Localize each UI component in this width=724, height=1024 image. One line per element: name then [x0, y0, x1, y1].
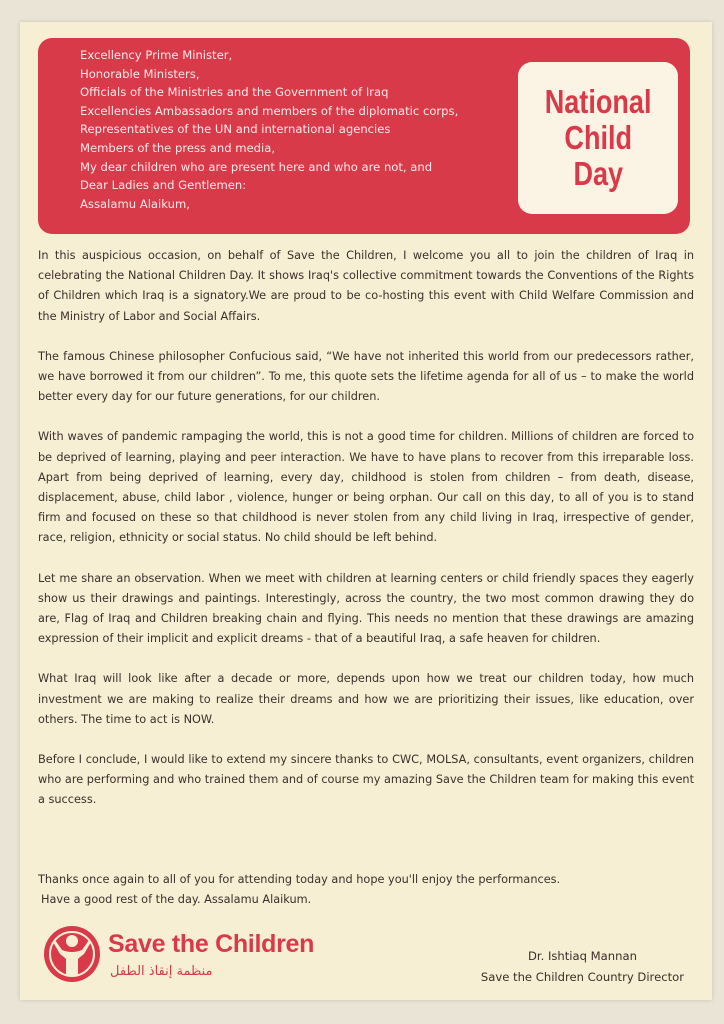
closing-line: Have a good rest of the day. Assalamu Alaikum. — [41, 893, 312, 906]
body-paragraph: The famous Chinese philosopher Confucious said, “We have not inherited this world from our predecessors rather, we have borrowed it from our children”. To me, this quote sets the lifetime agenda for all of us – to make the world better every day for our future generations, for our children. — [38, 349, 694, 404]
body-paragraph: What Iraq will look like after a decade or more, depends upon how we treat our children today, how much investment we are making to realize their dreams and how we are prioritizing their issues, like education, over others. The time to act is NOW. — [38, 672, 694, 726]
national-child-day-badge — [518, 62, 678, 214]
salutation-line: Excellencies Ambassadors and members of the diplomatic corps, — [80, 103, 459, 118]
save-the-children-logo — [42, 924, 342, 988]
closing-remarks — [38, 870, 560, 910]
letter-page — [20, 22, 712, 1000]
signature-block — [481, 946, 684, 988]
letter-body — [38, 246, 694, 831]
salutation-line: Representatives of the UN and international agencies — [80, 122, 391, 137]
signatory-name: Dr. Ishtiaq Mannan — [527, 949, 637, 963]
body-paragraph: Before I conclude, I would like to extend my sincere thanks to CWC, MOLSA, consultants, event organizers, children who are performing and who trained them and of course my amazing Save the Children team for making this event a success. — [38, 753, 694, 807]
salutation-line: Officials of the Ministries and the Government of Iraq — [80, 85, 389, 100]
badge-word: Child — [564, 119, 632, 156]
salutation-banner — [38, 38, 690, 234]
badge-word: Day — [573, 155, 623, 192]
salutation-line: My dear children who are present here and who are not, and — [80, 159, 433, 174]
salutation-line: Excellency Prime Minister, — [80, 48, 233, 62]
logo-wordmark: Save the Children — [108, 930, 315, 958]
signatory-title: Save the Children Country Director — [480, 970, 684, 984]
salutation-line: Assalamu Alaikum, — [80, 196, 190, 211]
child-figure-icon — [42, 924, 102, 984]
body-paragraph: In this auspicious occasion, on behalf of Save the Children, I welcome you all to join the children of Iraq in celebrating the National Children Day. It shows Iraq's collective commitment towards the Conventions of the Rights of Children which Iraq is a signatory.We are proud to be co-hosting this event with Child Welfare Commission and the Ministry of Labor and Social Affairs. — [38, 249, 694, 323]
body-paragraph: Let me share an observation. When we meet with children at learning centers or child friendly spaces they eagerly show us their drawings and paintings. Interestingly, across the country, the two most common drawing they do are, Flag of Iraq and Children breaking chain and flying. This needs no mention that these drawings are amazing expression of their implicit and explicit dreams - that of a beautiful Iraq, a safe heaven for children. — [38, 571, 694, 646]
badge-word: National — [544, 83, 652, 120]
logo-arabic-wordmark: منظمة إنقاذ الطفل — [110, 964, 213, 979]
salutation-line: Members of the press and media, — [80, 140, 276, 155]
closing-line: Thanks once again to all of you for attending today and hope you'll enjoy the performances. — [38, 873, 561, 886]
salutation-line: Dear Ladies and Gentlemen: — [80, 178, 247, 193]
salutation-line: Honorable Ministers, — [80, 66, 200, 81]
salutation-list — [80, 46, 458, 213]
body-paragraph: With waves of pandemic rampaging the world, this is not a good time for children. Millions of children are forced to be deprived of learning, playing and peer interaction. We have to have plans to recover from this irreparable loss. Apart from being deprived of learning, every day, childhood is stolen from children – from death, disease, displacement, abuse, child labor , violence, hunger or being orphan. Our call on this day, to all of you is to stand firm and focused on these so that childhood is never stolen from any child living in Iraq, irrespective of gender, race, religion, ethnicity or social status. No child should be left behind. — [38, 430, 694, 545]
